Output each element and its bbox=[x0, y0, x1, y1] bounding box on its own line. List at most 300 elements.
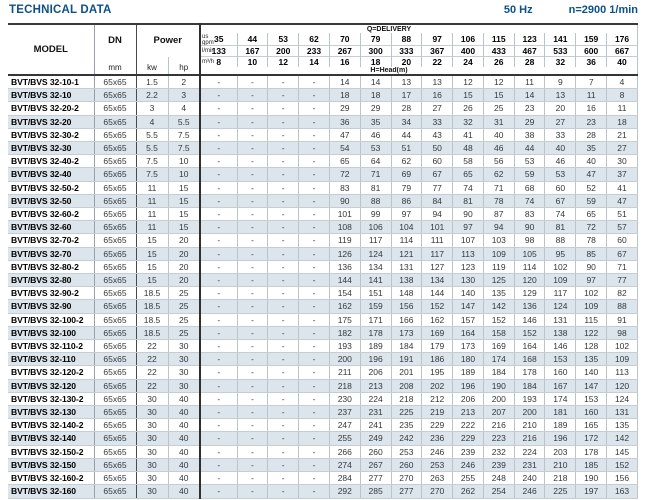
head-cell: - bbox=[268, 485, 299, 498]
table-row bbox=[8, 89, 638, 102]
head-cell: 48 bbox=[453, 142, 484, 155]
usgpm-value: 79 bbox=[360, 33, 391, 46]
head-cell: 162 bbox=[329, 300, 360, 313]
dn-cell: 65x65 bbox=[94, 115, 136, 128]
head-cell: 26 bbox=[453, 102, 484, 115]
head-cell: 25 bbox=[483, 102, 514, 115]
head-cell: 171 bbox=[360, 313, 391, 326]
dn-cell: 65x65 bbox=[94, 168, 136, 181]
head-cell: 254 bbox=[483, 485, 514, 498]
head-cell: - bbox=[299, 379, 330, 392]
usgpm-value: 88 bbox=[391, 33, 422, 46]
head-cell: 178 bbox=[514, 366, 545, 379]
head-cell: 153 bbox=[576, 392, 607, 405]
head-cell: - bbox=[299, 472, 330, 485]
hp-cell: 30 bbox=[168, 353, 200, 366]
head-cell: - bbox=[268, 155, 299, 168]
head-cell: 124 bbox=[545, 300, 576, 313]
head-cell: - bbox=[299, 75, 330, 89]
head-cell: - bbox=[200, 326, 237, 339]
head-cell: 29 bbox=[514, 115, 545, 128]
model-cell: BVT/BVS 32-100 bbox=[8, 326, 94, 339]
head-cell: 81 bbox=[453, 194, 484, 207]
head-cell: 138 bbox=[391, 274, 422, 287]
head-cell: 168 bbox=[514, 353, 545, 366]
head-cell: - bbox=[200, 432, 237, 445]
hp-cell: 10 bbox=[168, 155, 200, 168]
table-row bbox=[8, 458, 638, 471]
hp-cell: 40 bbox=[168, 392, 200, 405]
head-cell: 246 bbox=[453, 458, 484, 471]
lmin-value: 267 bbox=[329, 46, 360, 57]
dn-cell: 65x65 bbox=[94, 208, 136, 221]
head-cell: - bbox=[299, 102, 330, 115]
head-cell: 87 bbox=[483, 208, 514, 221]
table-row bbox=[8, 406, 638, 419]
head-cell: - bbox=[268, 419, 299, 432]
dn-cell: 65x65 bbox=[94, 353, 136, 366]
head-cell: 47 bbox=[576, 168, 607, 181]
head-cell: 123 bbox=[453, 260, 484, 273]
head-cell: 239 bbox=[483, 458, 514, 471]
head-cell: 18 bbox=[360, 89, 391, 102]
table-row bbox=[8, 155, 638, 168]
head-cell: 131 bbox=[607, 406, 638, 419]
head-cell: - bbox=[268, 274, 299, 287]
head-cell: 44 bbox=[391, 128, 422, 141]
hp-cell: 25 bbox=[168, 287, 200, 300]
model-cell: BVT/BVS 32-140 bbox=[8, 432, 94, 445]
head-cell: 14 bbox=[329, 75, 360, 89]
head-cell: 253 bbox=[391, 445, 422, 458]
head-cell: 114 bbox=[514, 260, 545, 273]
head-cell: - bbox=[237, 392, 268, 405]
head-cell: 53 bbox=[514, 155, 545, 168]
head-cell: 117 bbox=[422, 247, 453, 260]
hp-cell: 4 bbox=[168, 102, 200, 115]
head-cell: - bbox=[200, 89, 237, 102]
head-cell: 202 bbox=[422, 379, 453, 392]
hp-cell: 30 bbox=[168, 379, 200, 392]
head-cell: 216 bbox=[514, 432, 545, 445]
head-cell: 51 bbox=[607, 208, 638, 221]
head-cell: - bbox=[268, 221, 299, 234]
head-cell: - bbox=[237, 432, 268, 445]
head-cell: 224 bbox=[514, 445, 545, 458]
m3h-value: 14 bbox=[299, 57, 330, 68]
table-row bbox=[8, 221, 638, 234]
head-cell: 210 bbox=[545, 458, 576, 471]
head-cell: - bbox=[237, 366, 268, 379]
kw-cell: 11 bbox=[136, 194, 168, 207]
head-cell: 120 bbox=[607, 379, 638, 392]
head-cell: - bbox=[237, 406, 268, 419]
head-cell: 131 bbox=[391, 260, 422, 273]
head-cell: 190 bbox=[483, 379, 514, 392]
head-cell: - bbox=[237, 274, 268, 287]
head-cell: 200 bbox=[329, 353, 360, 366]
head-cell: - bbox=[200, 260, 237, 273]
dn-cell: 65x65 bbox=[94, 340, 136, 353]
head-cell: - bbox=[268, 353, 299, 366]
table-row bbox=[8, 419, 638, 432]
kw-cell: 18.5 bbox=[136, 287, 168, 300]
head-cell: 119 bbox=[483, 260, 514, 273]
table-row bbox=[8, 326, 638, 339]
head-cell: 84 bbox=[422, 194, 453, 207]
head-cell: 81 bbox=[360, 181, 391, 194]
dn-cell: 65x65 bbox=[94, 419, 136, 432]
head-cell: - bbox=[268, 406, 299, 419]
head-cell: 28 bbox=[391, 102, 422, 115]
head-cell: 173 bbox=[391, 326, 422, 339]
hp-cell: 20 bbox=[168, 247, 200, 260]
head-cell: 208 bbox=[391, 379, 422, 392]
head-cell: 136 bbox=[329, 260, 360, 273]
head-cell: 236 bbox=[422, 432, 453, 445]
table-row bbox=[8, 234, 638, 247]
head-cell: 247 bbox=[329, 419, 360, 432]
head-cell: 124 bbox=[607, 392, 638, 405]
head-cell: - bbox=[237, 300, 268, 313]
m3h-value: 18 bbox=[360, 57, 391, 68]
m3h-value: 32 bbox=[545, 57, 576, 68]
dn-cell: 65x65 bbox=[94, 366, 136, 379]
head-cell: 82 bbox=[607, 287, 638, 300]
head-cell: 136 bbox=[514, 300, 545, 313]
table-row bbox=[8, 274, 638, 287]
model-cell: BVT/BVS 32-150 bbox=[8, 458, 94, 471]
head-cell: 267 bbox=[360, 458, 391, 471]
head-cell: 54 bbox=[329, 142, 360, 155]
dn-cell: 65x65 bbox=[94, 445, 136, 458]
head-cell: 29 bbox=[329, 102, 360, 115]
technical-data-table bbox=[8, 23, 638, 499]
model-cell: BVT/BVS 32-10-1 bbox=[8, 75, 94, 89]
head-cell: 60 bbox=[422, 155, 453, 168]
usgpm-value: 70 bbox=[329, 33, 360, 46]
dn-cell: 65x65 bbox=[94, 181, 136, 194]
head-cell: 222 bbox=[453, 419, 484, 432]
head-cell: 88 bbox=[607, 300, 638, 313]
usgpm-value: 35 us gpm bbox=[200, 33, 237, 46]
head-cell: 91 bbox=[607, 313, 638, 326]
head-cell: 114 bbox=[391, 234, 422, 247]
model-cell: BVT/BVS 32-80-2 bbox=[8, 260, 94, 273]
head-cell: 156 bbox=[607, 472, 638, 485]
model-cell: BVT/BVS 32-20-2 bbox=[8, 102, 94, 115]
table-row bbox=[8, 445, 638, 458]
head-cell: 21 bbox=[607, 128, 638, 141]
head-cell: 126 bbox=[329, 247, 360, 260]
head-cell: 30 bbox=[607, 155, 638, 168]
table-row bbox=[8, 247, 638, 260]
m3h-value: 24 bbox=[453, 57, 484, 68]
head-cell: 47 bbox=[607, 194, 638, 207]
head-cell: 113 bbox=[453, 247, 484, 260]
head-cell: 62 bbox=[391, 155, 422, 168]
lmin-value: 433 bbox=[483, 46, 514, 57]
head-cell: - bbox=[299, 419, 330, 432]
hp-cell: 40 bbox=[168, 406, 200, 419]
head-cell: 284 bbox=[329, 472, 360, 485]
head-cell: 241 bbox=[360, 419, 391, 432]
head-cell: - bbox=[200, 208, 237, 221]
head-cell: 249 bbox=[360, 432, 391, 445]
head-cell: 103 bbox=[483, 234, 514, 247]
dn-cell: 65x65 bbox=[94, 406, 136, 419]
head-cell: 201 bbox=[391, 366, 422, 379]
kw-cell: 11 bbox=[136, 181, 168, 194]
head-cell: 83 bbox=[329, 181, 360, 194]
head-cell: 196 bbox=[545, 432, 576, 445]
head-cell: - bbox=[299, 300, 330, 313]
head-cell: 124 bbox=[360, 247, 391, 260]
head-cell: 158 bbox=[483, 326, 514, 339]
head-cell: 38 bbox=[514, 128, 545, 141]
table-row bbox=[8, 379, 638, 392]
dn-cell: 65x65 bbox=[94, 128, 136, 141]
head-cell: 121 bbox=[391, 247, 422, 260]
head-cell: 62 bbox=[483, 168, 514, 181]
head-cell: - bbox=[299, 194, 330, 207]
head-cell: 230 bbox=[329, 392, 360, 405]
dn-cell: 65x65 bbox=[94, 300, 136, 313]
table-row bbox=[8, 208, 638, 221]
head-cell: 206 bbox=[360, 366, 391, 379]
head-cell: 34 bbox=[391, 115, 422, 128]
head-cell: - bbox=[200, 472, 237, 485]
head-cell: 109 bbox=[483, 247, 514, 260]
head-cell: 88 bbox=[360, 194, 391, 207]
head-cell: 167 bbox=[545, 379, 576, 392]
head-cell: - bbox=[268, 181, 299, 194]
head-cell: 135 bbox=[607, 419, 638, 432]
head-cell: - bbox=[299, 89, 330, 102]
head-cell: 13 bbox=[545, 89, 576, 102]
m3h-value: 8 m³/h bbox=[200, 57, 237, 68]
hp-cell: 7.5 bbox=[168, 128, 200, 141]
dn-cell: 65x65 bbox=[94, 221, 136, 234]
head-cell: 274 bbox=[329, 458, 360, 471]
head-cell: 231 bbox=[360, 406, 391, 419]
column-header-hp: hp bbox=[168, 57, 200, 76]
head-cell: 285 bbox=[360, 485, 391, 498]
head-cell: - bbox=[237, 445, 268, 458]
head-cell: - bbox=[268, 287, 299, 300]
head-cell: 229 bbox=[453, 432, 484, 445]
head-cell: 8 bbox=[607, 89, 638, 102]
table-row bbox=[8, 75, 638, 89]
head-cell: 67 bbox=[607, 247, 638, 260]
head-cell: 60 bbox=[545, 181, 576, 194]
head-cell: 203 bbox=[545, 445, 576, 458]
head-cell: 90 bbox=[514, 221, 545, 234]
model-cell: BVT/BVS 32-120 bbox=[8, 379, 94, 392]
head-cell: - bbox=[200, 406, 237, 419]
lmin-unit-label: l/min bbox=[202, 48, 215, 54]
head-cell: 174 bbox=[483, 353, 514, 366]
head-cell: - bbox=[268, 194, 299, 207]
head-cell: 128 bbox=[576, 340, 607, 353]
head-cell: - bbox=[237, 247, 268, 260]
model-cell: BVT/BVS 32-50-2 bbox=[8, 181, 94, 194]
hp-cell: 40 bbox=[168, 445, 200, 458]
model-cell: BVT/BVS 32-70 bbox=[8, 247, 94, 260]
head-cell: 270 bbox=[422, 485, 453, 498]
head-cell: - bbox=[268, 313, 299, 326]
kw-cell: 30 bbox=[136, 392, 168, 405]
model-cell: BVT/BVS 32-40 bbox=[8, 168, 94, 181]
head-cell: 69 bbox=[391, 168, 422, 181]
head-cell: - bbox=[299, 406, 330, 419]
head-cell: 153 bbox=[545, 353, 576, 366]
head-cell: 64 bbox=[360, 155, 391, 168]
head-cell: 169 bbox=[422, 326, 453, 339]
head-cell: 152 bbox=[514, 326, 545, 339]
hp-cell: 30 bbox=[168, 366, 200, 379]
head-cell: 7 bbox=[576, 75, 607, 89]
head-cell: 210 bbox=[514, 419, 545, 432]
head-cell: 23 bbox=[576, 115, 607, 128]
head-cell: - bbox=[237, 353, 268, 366]
head-cell: 72 bbox=[329, 168, 360, 181]
head-cell: - bbox=[237, 234, 268, 247]
head-cell: 231 bbox=[514, 458, 545, 471]
head-cell: - bbox=[200, 142, 237, 155]
head-cell: 59 bbox=[576, 194, 607, 207]
hp-cell: 40 bbox=[168, 458, 200, 471]
head-cell: 52 bbox=[576, 181, 607, 194]
head-cell: 14 bbox=[514, 89, 545, 102]
hp-cell: 25 bbox=[168, 313, 200, 326]
table-row bbox=[8, 115, 638, 128]
kw-cell: 2.2 bbox=[136, 89, 168, 102]
head-cell: 169 bbox=[483, 340, 514, 353]
usgpm-unit-label: us gpm bbox=[202, 34, 214, 46]
lmin-value: 467 bbox=[514, 46, 545, 57]
head-cell: 11 bbox=[607, 102, 638, 115]
dn-cell: 65x65 bbox=[94, 234, 136, 247]
head-cell: 164 bbox=[514, 340, 545, 353]
head-cell: 11 bbox=[514, 75, 545, 89]
head-cell: 98 bbox=[607, 326, 638, 339]
head-cell: 83 bbox=[514, 208, 545, 221]
head-cell: - bbox=[268, 115, 299, 128]
speed-label: n=2900 1/min bbox=[568, 4, 638, 16]
head-cell: 98 bbox=[514, 234, 545, 247]
dn-cell: 65x65 bbox=[94, 432, 136, 445]
head-cell: 88 bbox=[545, 234, 576, 247]
head-cell: - bbox=[268, 75, 299, 89]
head-cell: - bbox=[268, 432, 299, 445]
head-cell: 102 bbox=[607, 340, 638, 353]
usgpm-value: 44 bbox=[237, 33, 268, 46]
head-cell: 160 bbox=[545, 366, 576, 379]
head-cell: - bbox=[200, 419, 237, 432]
head-cell: 11 bbox=[576, 89, 607, 102]
kw-cell: 15 bbox=[136, 234, 168, 247]
hp-cell: 2 bbox=[168, 75, 200, 89]
head-cell: 51 bbox=[391, 142, 422, 155]
model-cell: BVT/BVS 32-90 bbox=[8, 300, 94, 313]
kw-cell: 30 bbox=[136, 458, 168, 471]
head-cell: 196 bbox=[453, 379, 484, 392]
kw-cell: 22 bbox=[136, 340, 168, 353]
m3h-value: 10 bbox=[237, 57, 268, 68]
hp-cell: 25 bbox=[168, 300, 200, 313]
dn-cell: 65x65 bbox=[94, 326, 136, 339]
head-cell: 122 bbox=[576, 326, 607, 339]
table-row bbox=[8, 353, 638, 366]
head-cell: 166 bbox=[391, 313, 422, 326]
usgpm-value: 176 bbox=[607, 33, 638, 46]
head-cell: 90 bbox=[453, 208, 484, 221]
head-cell: 179 bbox=[422, 340, 453, 353]
head-cell: 125 bbox=[483, 274, 514, 287]
head-cell: 40 bbox=[483, 128, 514, 141]
m3h-value: 22 bbox=[422, 57, 453, 68]
hp-cell: 15 bbox=[168, 181, 200, 194]
head-cell: 134 bbox=[360, 260, 391, 273]
lmin-value: 333 bbox=[391, 46, 422, 57]
head-cell: - bbox=[237, 313, 268, 326]
head-cell: 255 bbox=[453, 472, 484, 485]
head-cell: 94 bbox=[483, 221, 514, 234]
head-cell: 77 bbox=[607, 274, 638, 287]
head-cell: 108 bbox=[329, 221, 360, 234]
head-cell: 175 bbox=[329, 313, 360, 326]
head-cell: - bbox=[268, 379, 299, 392]
head-cell: - bbox=[299, 128, 330, 141]
head-cell: 172 bbox=[576, 432, 607, 445]
head-cell: 90 bbox=[576, 260, 607, 273]
head-cell: 53 bbox=[545, 168, 576, 181]
head-cell: - bbox=[237, 128, 268, 141]
head-cell: 159 bbox=[360, 300, 391, 313]
head-cell: 140 bbox=[576, 366, 607, 379]
head-cell: 138 bbox=[545, 326, 576, 339]
head-cell: 81 bbox=[545, 221, 576, 234]
head-cell: 242 bbox=[391, 432, 422, 445]
head-cell: 99 bbox=[360, 208, 391, 221]
model-cell: BVT/BVS 32-30-2 bbox=[8, 128, 94, 141]
lmin-value: 400 bbox=[453, 46, 484, 57]
head-cell: 246 bbox=[422, 445, 453, 458]
usgpm-value: 123 bbox=[514, 33, 545, 46]
dn-cell: 65x65 bbox=[94, 155, 136, 168]
head-cell: 197 bbox=[576, 485, 607, 498]
head-cell: 58 bbox=[453, 155, 484, 168]
head-cell: 101 bbox=[422, 221, 453, 234]
usgpm-value: 141 bbox=[545, 33, 576, 46]
head-cell: 193 bbox=[514, 392, 545, 405]
head-cell: 129 bbox=[514, 287, 545, 300]
m3h-value: 12 bbox=[268, 57, 299, 68]
head-cell: - bbox=[299, 340, 330, 353]
model-cell: BVT/BVS 32-110 bbox=[8, 353, 94, 366]
head-cell: 97 bbox=[576, 274, 607, 287]
head-cell: 152 bbox=[607, 458, 638, 471]
head-cell: 185 bbox=[576, 458, 607, 471]
hp-cell: 20 bbox=[168, 260, 200, 273]
head-cell: 106 bbox=[360, 221, 391, 234]
head-cell: 120 bbox=[514, 274, 545, 287]
m3h-value: 36 bbox=[576, 57, 607, 68]
kw-cell: 22 bbox=[136, 353, 168, 366]
head-cell: 292 bbox=[329, 485, 360, 498]
model-cell: BVT/BVS 32-110-2 bbox=[8, 340, 94, 353]
